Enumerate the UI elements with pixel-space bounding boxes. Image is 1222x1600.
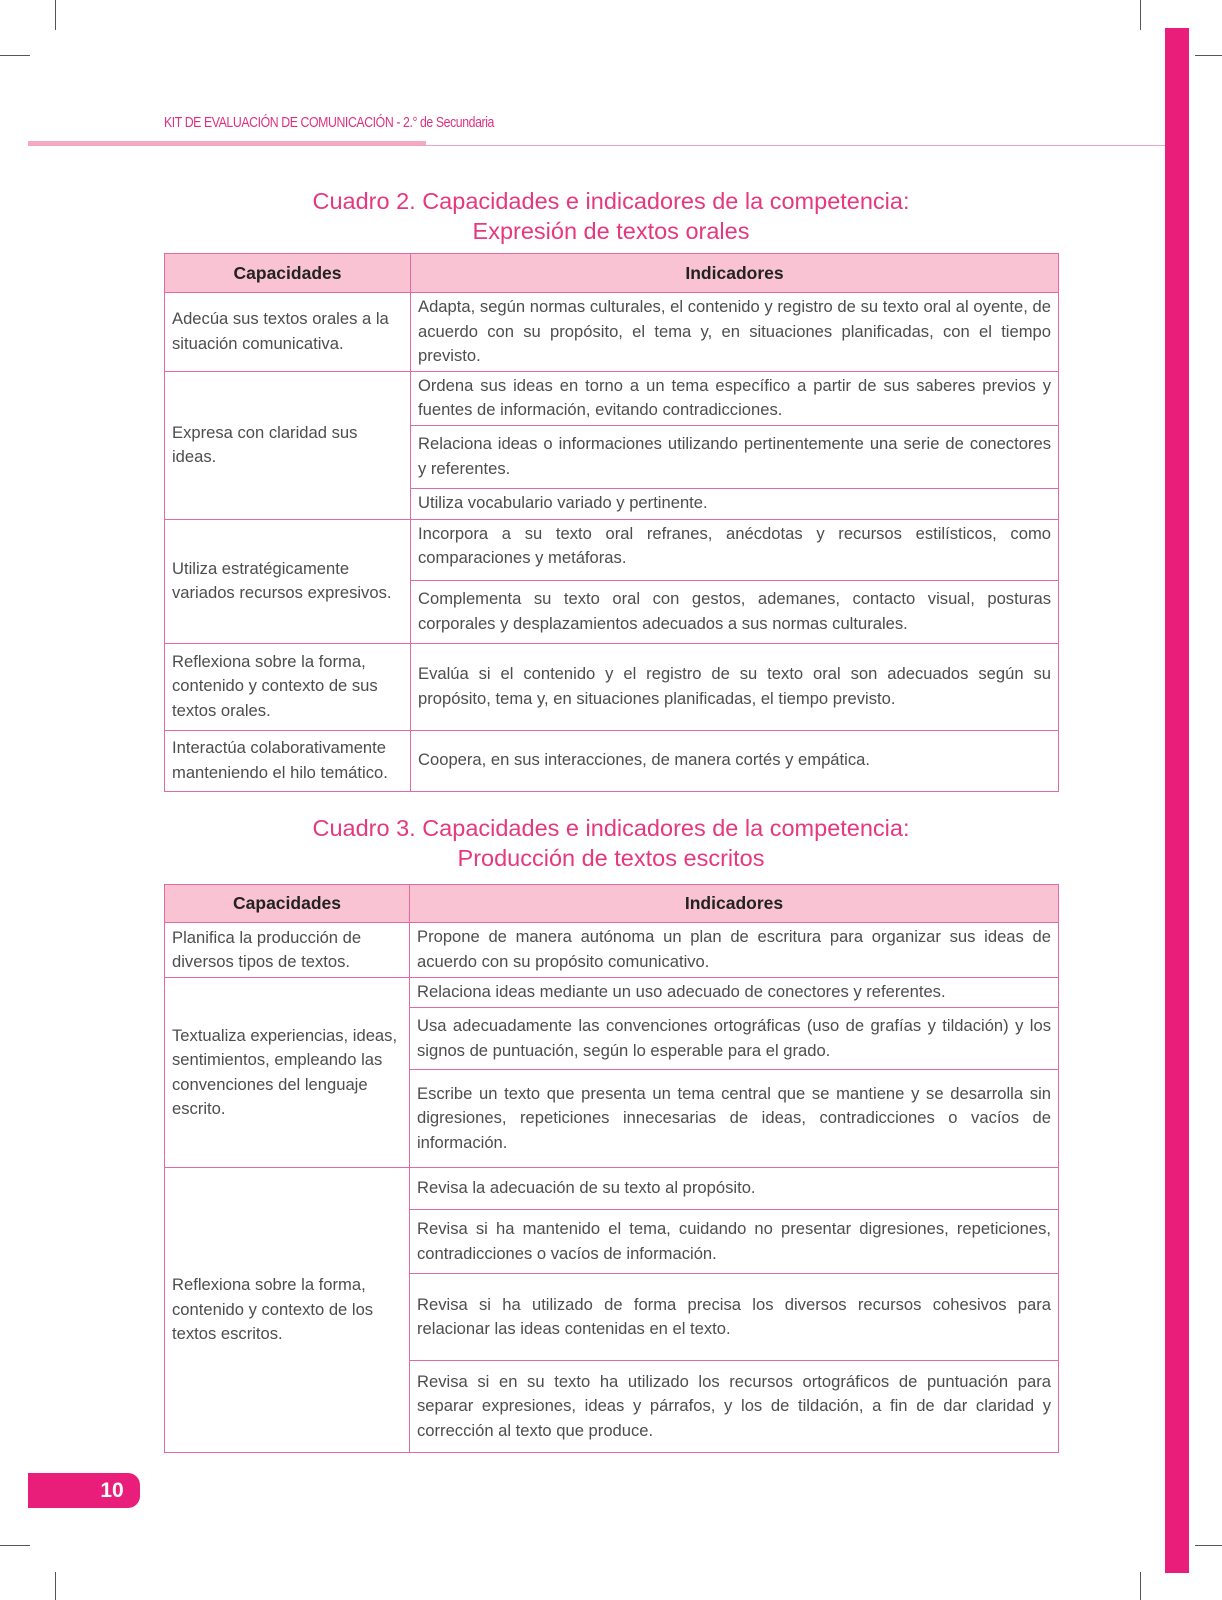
table2-indicador: Adapta, según normas culturales, el contenido y registro de su texto oral al oyente, de acuerdo con su propósito, el tema y, en situaciones planificadas, con el tiempo previsto. — [411, 293, 1059, 372]
table2-capacidad: Adecúa sus textos orales a la situación comunicativa. — [165, 293, 411, 372]
table2-indicador: Coopera, en sus interacciones, de manera cortés y empática. — [411, 730, 1059, 791]
table3-caption — [164, 813, 1058, 873]
table2-capacidad: Reflexiona sobre la forma, contenido y contexto de sus textos orales. — [165, 643, 411, 730]
table2-indicador: Evalúa si el contenido y el registro de su texto oral son adecuados según su propósito, tema y, en situaciones planificadas, el tiempo previsto. — [411, 643, 1059, 730]
crop-mark — [1140, 1572, 1141, 1600]
table3-indicador: Relaciona ideas mediante un uso adecuado de conectores y referentes. — [410, 978, 1059, 1008]
table3-indicador: Escribe un texto que presenta un tema central que se mantiene y se desarrolla sin digresiones, repeticiones innecesarias de ideas, contradicciones o vacíos de información. — [410, 1070, 1059, 1168]
table2-indicador: Ordena sus ideas en torno a un tema específico a partir de sus saberes previos y fuentes de información, evitando contradicciones. — [411, 371, 1059, 425]
table2-indicador: Incorpora a su texto oral refranes, anécdotas y recursos estilísticos, como comparaciones y metáforas. — [411, 519, 1059, 580]
page-number: 10 — [100, 1478, 124, 1502]
table2-header-capacidades: Capacidades — [165, 254, 411, 293]
table3-capacidad: Textualiza experiencias, ideas, sentimientos, empleando las convenciones del lenguaje escrito. — [165, 978, 410, 1168]
crop-mark — [0, 55, 30, 56]
table3-indicador: Usa adecuadamente las convenciones ortográficas (uso de grafías y tildación) y los signos de puntuación, según lo esperable para el grado. — [410, 1008, 1059, 1070]
table2-capacidad: Interactúa colaborativamente manteniendo el hilo temático. — [165, 730, 411, 791]
table2-indicador: Complementa su texto oral con gestos, ademanes, contacto visual, posturas corporales y desplazamientos adecuados a sus normas culturales. — [411, 580, 1059, 643]
table2-header-indicadores: Indicadores — [411, 254, 1059, 293]
table2-indicador: Relaciona ideas o informaciones utilizando pertinentemente una serie de conectores y referentes. — [411, 425, 1059, 488]
crop-mark — [0, 1545, 30, 1546]
crop-mark — [1140, 0, 1141, 30]
crop-mark — [1195, 1545, 1222, 1546]
table2-caption-line1: Cuadro 2. Capacidades e indicadores de la competencia: — [312, 188, 910, 214]
table3-capacidad: Planifica la producción de diversos tipos de textos. — [165, 923, 410, 978]
side-accent-bar — [1165, 28, 1189, 1573]
table3-capacidad: Reflexiona sobre la forma, contenido y contexto de los textos escritos. — [165, 1168, 410, 1453]
page-number-badge — [28, 1473, 140, 1508]
table2 — [164, 253, 1059, 792]
table2-caption — [164, 186, 1058, 246]
table3-caption-line1: Cuadro 3. Capacidades e indicadores de la competencia: — [312, 815, 910, 841]
table3-indicador: Revisa si ha mantenido el tema, cuidando no presentar digresiones, repeticiones, contradicciones o vacíos de información. — [410, 1210, 1059, 1274]
table3-header-indicadores: Indicadores — [410, 885, 1059, 923]
table2-capacidad: Expresa con claridad sus ideas. — [165, 371, 411, 519]
table3-indicador: Revisa la adecuación de su texto al propósito. — [410, 1168, 1059, 1210]
crop-mark — [55, 0, 56, 30]
table2-caption-line2: Expresión de textos orales — [472, 218, 750, 244]
table2-indicador: Utiliza vocabulario variado y pertinente. — [411, 488, 1059, 519]
running-header: KIT DE EVALUACIÓN DE COMUNICACIÓN - 2.° de Secundaria — [164, 114, 494, 131]
table3-indicador: Revisa si en su texto ha utilizado los recursos ortográficos de puntuación para separar expresiones, ideas y párrafos, y los de tildación, a fin de dar claridad y corrección al texto que produce. — [410, 1361, 1059, 1453]
header-rule-thin — [28, 145, 1165, 146]
table3 — [164, 884, 1059, 1453]
table3-indicador: Revisa si ha utilizado de forma precisa los diversos recursos cohesivos para relacionar las ideas contenidas en el texto. — [410, 1274, 1059, 1361]
table3-header-capacidades: Capacidades — [165, 885, 410, 923]
crop-mark — [55, 1572, 56, 1600]
crop-mark — [1195, 55, 1222, 56]
table3-caption-line2: Producción de textos escritos — [457, 845, 765, 871]
table2-capacidad: Utiliza estratégicamente variados recursos expresivos. — [165, 519, 411, 643]
table3-indicador: Propone de manera autónoma un plan de escritura para organizar sus ideas de acuerdo con su propósito comunicativo. — [410, 923, 1059, 978]
